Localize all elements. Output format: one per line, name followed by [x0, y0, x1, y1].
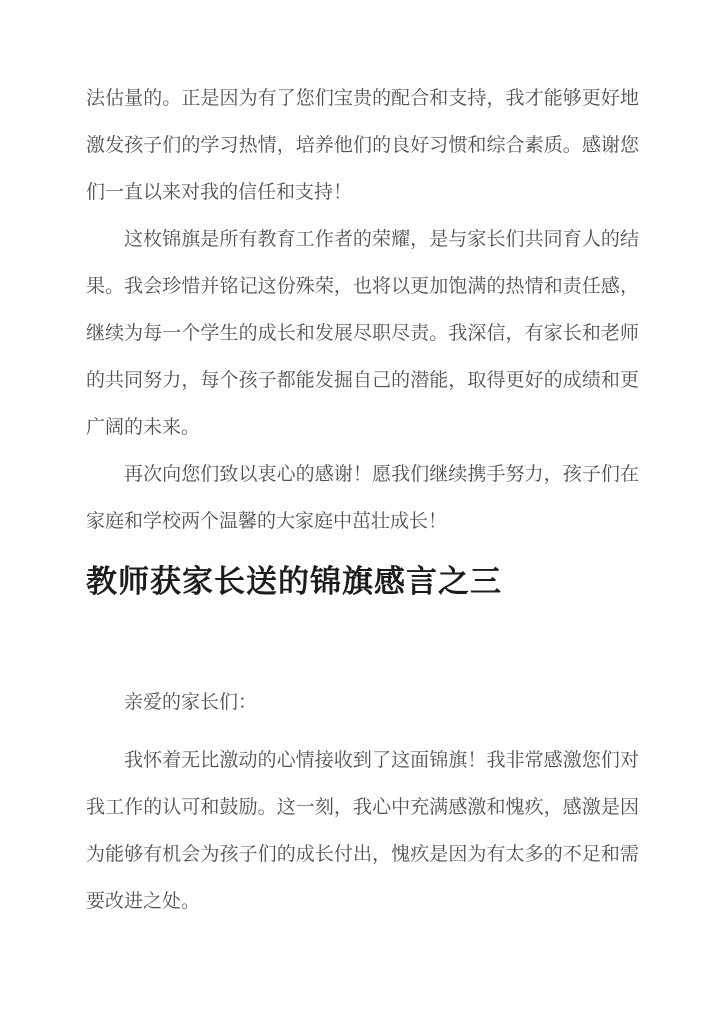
section-heading-part3: 教师获家长送的锦旗感言之三	[86, 564, 502, 599]
paragraph-salutation: 亲爱的家长们：	[124, 692, 258, 713]
paragraph-thanks: 再次向您们致以衷心的感谢！愿我们继续携手努力，孩子们在家庭和学校两个温馨的大家庭中茁壮成长！	[86, 464, 639, 532]
paragraph-continuation: 法估量的。正是因为有了您们宝贵的配合和支持，我才能够更好地激发孩子们的学习热情，培养他们的良好习惯和综合素质。感谢您们一直以来对我的信任和支持！	[86, 88, 639, 203]
paragraph-honor: 这枚锦旗是所有教育工作者的荣耀，是与家长们共同育人的结果。我会珍惜并铭记这份殊荣，也将以更加饱满的热情和责任感，继续为每一个学生的成长和发展尽职尽责。我深信，有家长和老师的共同努力，每个孩子都能发掘自己的潜能，取得更好的成绩和更广阔的未来。	[86, 229, 639, 438]
document-body	[86, 75, 639, 925]
paragraph-gratitude: 我怀着无比激动的心情接收到了这面锦旗！我非常感激您们对我工作的认可和鼓励。这一刻，我心中充满感激和愧疚，感激是因为能够有机会为孩子们的成长付出，愧疚是因为有太多的不足和需要改进之处。	[86, 750, 639, 912]
